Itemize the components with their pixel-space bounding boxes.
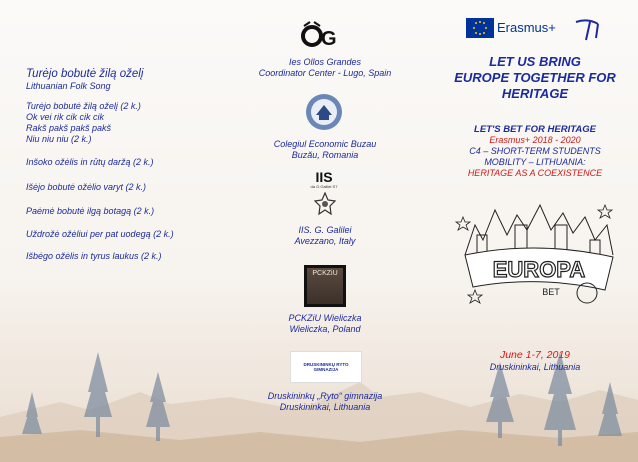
partner-italy xyxy=(240,225,410,247)
italian-emblem-icon xyxy=(314,192,336,216)
colegiul-economic-logo xyxy=(305,93,343,131)
event-place: Druskininkai, Lithuania xyxy=(489,362,581,372)
svg-text:G: G xyxy=(321,28,337,50)
poem-line: Rakš pakš pakš pakš xyxy=(26,123,112,133)
bet-title: LET'S BET FOR HERITAGE xyxy=(474,124,596,135)
partner-romania xyxy=(240,139,410,161)
mobility-line: C4 – SHORT-TERM STUDENTS xyxy=(469,146,601,156)
pckziu-logo xyxy=(304,265,346,307)
ryto-gimnazija-logo xyxy=(290,351,362,383)
headline-line: EUROPE TOGETHER FOR xyxy=(454,70,616,85)
ryto-logo-text: DRUSKININKŲ RYTO GIMNAZIJA xyxy=(303,362,349,372)
partner-name: Ies Ollos Grandes xyxy=(288,57,362,67)
poem-line: Niu niu niu (2 k.) xyxy=(26,134,92,144)
pckziu-logo-text: PCKZiU xyxy=(307,268,343,304)
europa-bet-emblem xyxy=(455,195,620,310)
poem-line: Ok vei rik cik cik cik xyxy=(26,112,105,122)
poem-title: Turėjo bobutė žilą oželį xyxy=(26,68,144,80)
eu-flag-icon xyxy=(466,18,494,38)
ryto-small-logo xyxy=(568,16,618,42)
poem-line: Uždrožė ožėliui per pat uodegą (2 k.) xyxy=(26,229,174,239)
partner-location: Druskininkai, Lithuania xyxy=(279,402,371,412)
partner-location: Avezzano, Italy xyxy=(294,236,356,246)
iis-logo-text: IIS xyxy=(315,169,333,185)
poem-line: Išbėgo ožėlis in tyrus laukus (2 k.) xyxy=(26,251,162,261)
theme: HERITAGE AS A COEXISTENCE xyxy=(467,168,603,178)
poem-line: Turėjo bobutė žilą oželį (2 k.) xyxy=(26,101,141,111)
iog-school-logo xyxy=(300,18,348,52)
partner-name: IIS. G. Galilei xyxy=(298,225,352,235)
partner-name: Colegiul Economic Buzau xyxy=(273,139,377,149)
poem-line: Išėjo bobutė ožėlio varyt (2 k.) xyxy=(26,182,147,192)
partner-location: Coordinator Center - Lugo, Spain xyxy=(258,68,392,78)
partner-location: Wieliczka, Poland xyxy=(289,324,361,334)
mobility-line: MOBILITY – LITHUANIA: xyxy=(484,157,586,167)
event-date: June 1-7, 2019 xyxy=(499,349,571,361)
poem-line: Paėmė bobutė ilgą botagą (2 k.) xyxy=(26,206,155,216)
event-details xyxy=(440,349,630,373)
poem-line: Inšoko ožėlis in rūtų daržą (2 k.) xyxy=(26,157,154,167)
project-info xyxy=(440,124,630,179)
iis-logo-subtext: da G.Galilei S7 xyxy=(310,184,338,189)
erasmus-years: Erasmus+ 2018 - 2020 xyxy=(489,135,581,145)
headline xyxy=(440,54,630,102)
partner-spain xyxy=(240,57,410,79)
partner-location: Buzău, Romania xyxy=(291,150,359,160)
headline-line: HERITAGE xyxy=(501,86,569,101)
partner-name: PCKZiU Wieliczka xyxy=(288,313,362,323)
poem-subtitle: Lithuanian Folk Song xyxy=(26,81,111,91)
erasmus-plus-logo-text: Erasmus+ xyxy=(497,20,556,35)
emblem-sub: BET xyxy=(542,287,560,297)
partner-lithuania xyxy=(240,391,410,413)
partner-poland xyxy=(240,313,410,335)
partner-name: Druskininkų „Ryto“ gimnazija xyxy=(267,391,383,401)
poem-stanza xyxy=(26,101,141,145)
headline-line: LET US BRING xyxy=(489,54,581,69)
emblem-word: EUROPA xyxy=(492,257,586,282)
iis-galilei-logo xyxy=(304,170,344,189)
